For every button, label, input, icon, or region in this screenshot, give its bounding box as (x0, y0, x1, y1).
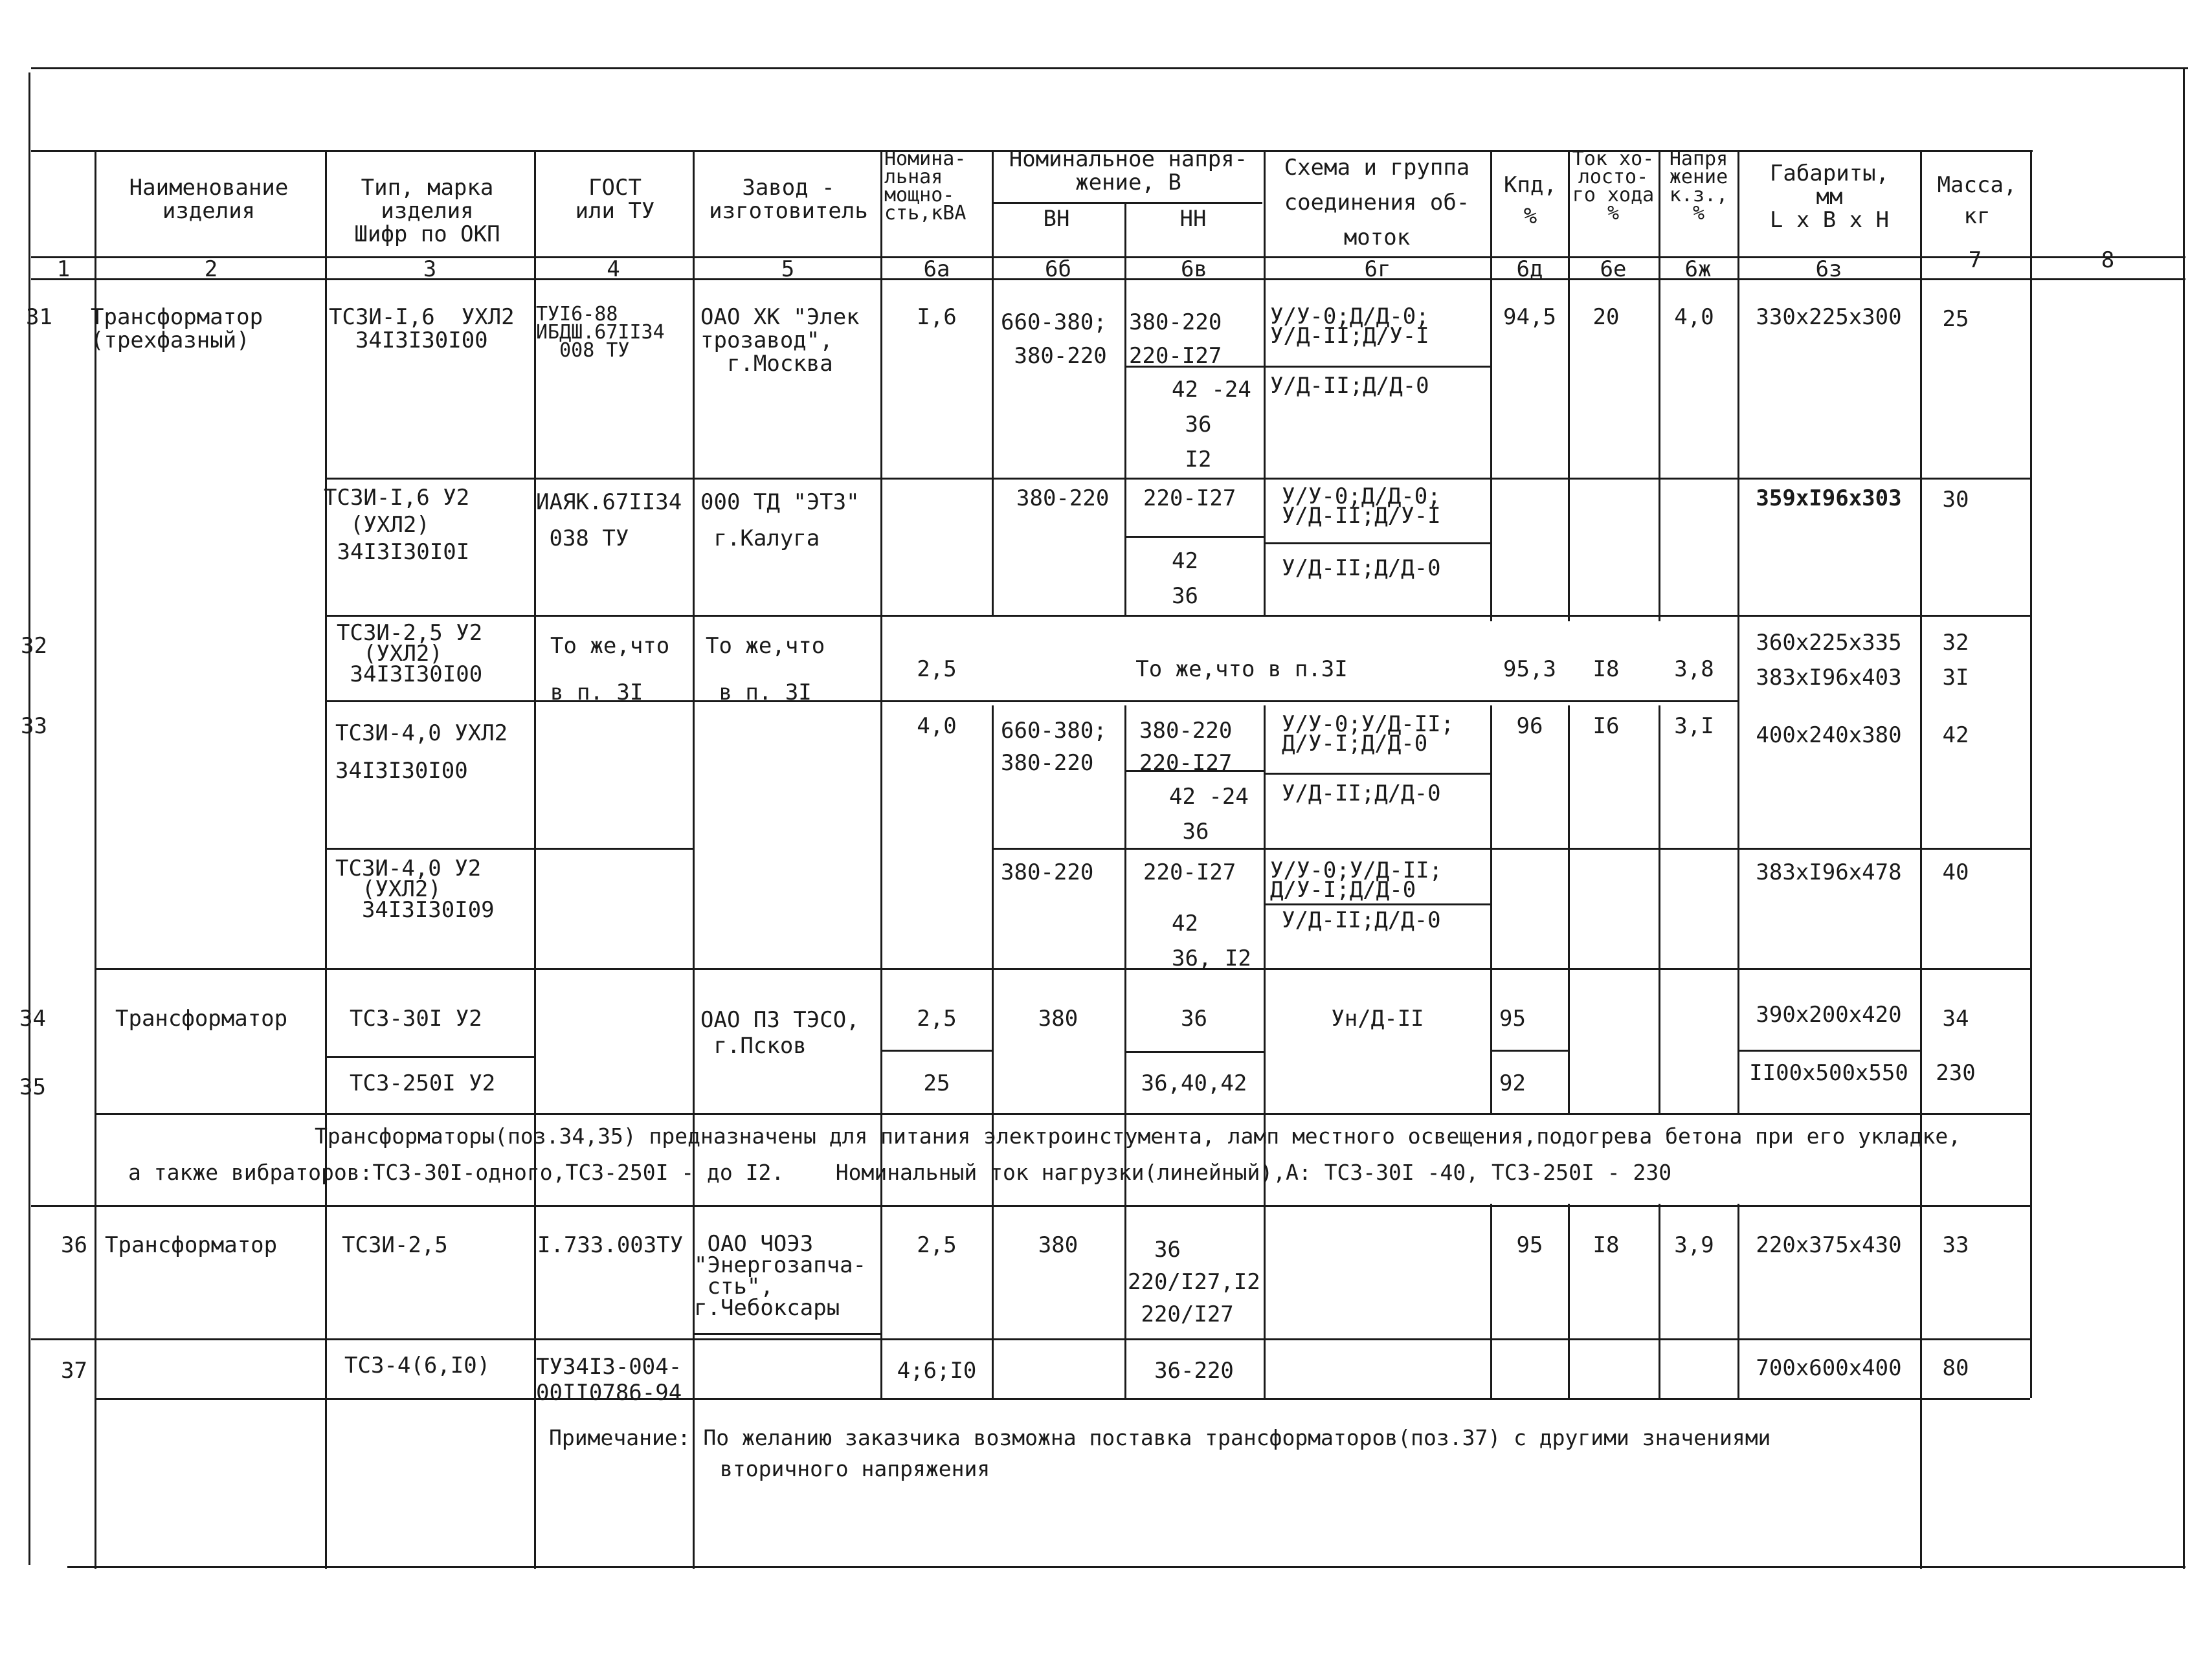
grid-line-v (1490, 705, 1492, 1113)
row33-power: 4,0 (917, 713, 957, 739)
row33-number: 33 (21, 713, 47, 739)
row34-vn: 380 (1038, 1006, 1078, 1032)
row31-scheme-3: У/У-0;Д/Д-0; У/Д-II;Д/У-I (1282, 483, 1441, 529)
row33-vn-2: 380-220 (1001, 859, 1094, 885)
grid-line-v (1659, 1204, 1660, 1398)
grid-line-v (1659, 705, 1660, 1113)
row33-type-1: ТСЗИ-4,0 УХЛ2 34I3I30I00 (335, 720, 508, 784)
colnum-3: 3 (423, 256, 437, 282)
row33-kpd: 96 (1516, 713, 1543, 739)
colnum-1: 1 (56, 256, 71, 282)
grid-line-h (1490, 1050, 1568, 1052)
colnum-6v: 6в (1181, 256, 1207, 282)
row33-type-2: ТСЗИ-4,0 У2 (УХЛ2) 34I3I30I09 (335, 856, 495, 923)
row32-type: ТСЗИ-2,5 У2 (УХЛ2) 34I3I30I00 (337, 620, 483, 687)
row31-type-1: ТСЗИ-I,6 УХЛ2 34I3I30I00 (329, 304, 515, 353)
row31-idle-current: 20 (1592, 304, 1620, 330)
row33-short-circuit: 3,I (1674, 713, 1714, 739)
grid-line-v (95, 150, 96, 1569)
row31-gost-2: ИАЯК.67II34 038 ТУ (536, 489, 682, 551)
row31-scheme-2: У/Д-II;Д/Д-0 (1270, 373, 1429, 399)
grid-line-v (880, 150, 882, 1398)
row36-idle-current: I8 (1592, 1232, 1620, 1258)
grid-line-h (325, 478, 2030, 480)
row33-dims-2: 383xI96x478 (1756, 859, 1902, 885)
row36-power: 2,5 (917, 1232, 957, 1258)
row33-scheme-1: У/У-0;У/Д-II; Д/У-I;Д/Д-0 (1282, 711, 1455, 757)
row31-nn-1: 380-220 220-I27 (1129, 309, 1222, 369)
row37-nn: 36-220 (1154, 1358, 1234, 1384)
row34-mass: 34 (1942, 1006, 1969, 1032)
row35-nn: 36,40,42 (1141, 1070, 1247, 1096)
note-poz-34-35-line-2: а также вибраторов:ТСЗ-30I-одного,ТСЗ-250I - до I2. Номинальный ток нагрузки(линейный),А: ТСЗ-30I -40, ТСЗ-250I - 230 (128, 1160, 1672, 1185)
row33-mass-2: 40 (1942, 859, 1969, 885)
row34-type: ТСЗ-30I У2 (350, 1006, 482, 1032)
row36-short-circuit: 3,9 (1674, 1232, 1714, 1258)
row32-kpd: 95,3 (1503, 656, 1556, 682)
row35-kpd: 92 (1499, 1070, 1526, 1096)
grid-line-h (95, 968, 2030, 970)
row32-number: 32 (21, 633, 47, 659)
row33-scheme-2: У/Д-II;Д/Д-0 (1282, 780, 1441, 806)
grid-line-v (2030, 150, 2032, 1398)
colnum-8: 8 (2101, 247, 2115, 273)
row32-short-circuit: 3,8 (1674, 656, 1714, 682)
grid-line-v (1568, 1204, 1570, 1398)
row33-mass-1: 42 (1942, 722, 1969, 748)
row37-dims: 700x600x400 (1756, 1355, 1902, 1381)
note-remark-line-2: вторичного напряжения (720, 1456, 990, 1481)
header-plant: Завод - изготовитель (709, 175, 868, 224)
row34-plant: ОАО ПЗ ТЭСО, г.Псков (700, 1007, 860, 1059)
row35-mass: 230 (1936, 1060, 1976, 1086)
row32-plant: То же,что в п. 3I (706, 633, 825, 705)
grid-line-h (31, 1338, 2030, 1340)
grid-line-v (1568, 705, 1570, 1113)
grid-line-h (992, 848, 2030, 850)
row31-scheme-1: У/У-0;Д/Д-0; У/Д-II;Д/У-I (1270, 304, 1429, 349)
grid-line-h (992, 202, 1262, 204)
row32-same-as: То же,что в п.3I (1135, 656, 1348, 682)
row36-nn: 36 220/I27,I2 220/I27 (1128, 1237, 1260, 1327)
row32-power: 2,5 (917, 656, 957, 682)
row37-power: 4;6;I0 (897, 1358, 977, 1384)
row31-mass-2: 30 (1942, 487, 1969, 513)
grid-line-h (1737, 1050, 1920, 1052)
colnum-6e: 6е (1600, 256, 1627, 282)
header-current: Ток хо- лосто- го хода % (1572, 148, 1655, 225)
row31-dims-1: 330x225x300 (1756, 304, 1902, 330)
row31-plant-1: ОАО ХК "Элек трозавод", г.Москва (700, 304, 860, 377)
row31-nn-4: 42 36 (1172, 548, 1198, 609)
row31-vn-2: 380-220 (1016, 485, 1110, 511)
row31-type-2: ТСЗИ-I,6 У2 (УХЛ2) 34I3I30I0I (324, 485, 470, 565)
row37-mass: 80 (1942, 1355, 1969, 1381)
header-type: Тип, марка изделия Шифр по ОКП (354, 175, 500, 247)
row32-gost: То же,что в п. 3I (550, 633, 670, 705)
grid-line-v (325, 150, 327, 1569)
row31-mass-1: 25 (1942, 306, 1969, 332)
grid-line-h (325, 848, 693, 850)
colnum-6z: 6з (1815, 256, 1842, 282)
row33-scheme-4: У/Д-II;Д/Д-0 (1282, 907, 1441, 933)
grid-line-h (880, 1050, 992, 1052)
row35-power: 25 (923, 1070, 950, 1096)
grid-line-v (1264, 705, 1266, 1398)
grid-line-v (28, 72, 30, 1565)
header-uk: Напря жение к.з., % (1669, 148, 1728, 225)
row31-dims-2: 359xI96x303 (1756, 485, 1902, 511)
row34-kpd: 95 (1499, 1006, 1526, 1032)
colnum-5: 5 (781, 256, 795, 282)
grid-line-h (1124, 1051, 1264, 1053)
grid-line-h (67, 1566, 2185, 1568)
row31-nn-3: 220-I27 (1143, 485, 1236, 511)
row35-dims: II00x500x550 (1749, 1060, 1908, 1086)
row35-type: ТСЗ-250I У2 (350, 1070, 496, 1096)
grid-line-h (1124, 536, 1264, 538)
row36-plant: ОАО ЧОЭЗ "Энергозапча- сть", г.Чебоксары (694, 1231, 867, 1321)
row36-name: Трансформатор (105, 1232, 278, 1258)
row36-mass: 33 (1942, 1232, 1969, 1258)
row31-number: 31 (26, 304, 52, 330)
header-nn: НН (1179, 206, 1207, 232)
grid-line-v (1490, 1204, 1492, 1398)
row36-kpd: 95 (1516, 1232, 1543, 1258)
row31-scheme-4: У/Д-II;Д/Д-0 (1282, 555, 1441, 581)
colnum-4: 4 (607, 256, 620, 282)
grid-line-h (95, 1113, 2030, 1115)
row37-type: ТСЗ-4(6,I0) (344, 1353, 491, 1378)
grid-line-h (31, 1205, 2030, 1207)
row37-number: 37 (61, 1358, 87, 1384)
row31-kpd: 94,5 (1503, 304, 1556, 330)
row36-gost: I.733.003ТУ (537, 1232, 684, 1258)
grid-line-h (1264, 366, 1490, 368)
row33-nn-1: 380-220 220-I27 (1139, 718, 1233, 776)
row33-idle-current: I6 (1592, 713, 1620, 739)
grid-line-h (95, 1398, 2030, 1400)
header-name: Наименование изделия (129, 175, 289, 224)
colnum-7: 7 (1968, 247, 1982, 273)
header-kpd: Кпд, % (1504, 172, 1557, 229)
row35-number: 35 (19, 1074, 46, 1100)
colnum-6b: 6б (1045, 256, 1071, 282)
row34-dims: 390x200x420 (1756, 1002, 1902, 1028)
row36-dims: 220x375x430 (1756, 1232, 1902, 1258)
grid-line-h (1264, 903, 1490, 905)
colnum-6zh: 6ж (1684, 256, 1712, 282)
row34-number: 34 (19, 1006, 46, 1032)
colnum-2: 2 (204, 256, 218, 282)
row34-nn: 36 (1181, 1006, 1207, 1032)
row32-mass: 32 3I (1942, 630, 1969, 691)
row33-dims-1: 400x240x380 (1756, 722, 1902, 748)
row32-dims: 360x225x335 383xI96x403 (1756, 630, 1902, 691)
row37-gost: ТУ34I3-004- 00II0786-94 (536, 1354, 682, 1406)
row36-vn: 380 (1038, 1232, 1078, 1258)
header-power: Номина- льная мощно- сть,кВА (884, 148, 966, 225)
row36-number: 36 (61, 1232, 87, 1258)
header-voltage: Номинальное напря- жение, В (1009, 146, 1248, 195)
row36-type: ТСЗИ-2,5 (342, 1232, 448, 1258)
row33-scheme-3: У/У-0;У/Д-II; Д/У-I;Д/Д-0 (1270, 858, 1443, 903)
colnum-6a: 6а (923, 256, 950, 282)
row31-plant-2: 000 ТД "ЭТЗ" г.Калуга (700, 489, 860, 551)
note-poz-34-35-line-1: Трансформаторы(поз.34,35) предназначены для питания электроинстумента, ламп местного освещения,подогрева бетона при его укладке, (315, 1123, 1961, 1149)
grid-line-h (325, 700, 1737, 702)
row34-name: Трансформатор (115, 1006, 288, 1032)
header-vn: ВН (1043, 206, 1070, 232)
header-gost: ГОСТ или ТУ (575, 175, 655, 224)
row31-power: I,6 (917, 304, 957, 330)
grid-line-v (992, 705, 994, 1398)
grid-line-h (325, 1056, 534, 1058)
note-remark-line-1: Примечание: По желанию заказчика возможна поставка трансформаторов(поз.37) с другими значениями (549, 1425, 1771, 1450)
row33-vn-1: 660-380; 380-220 (1001, 718, 1107, 776)
row31-vn-1: 660-380; 380-220 (1001, 309, 1107, 369)
row31-gost-1: ТУI6-88 ИБДШ.67II34 008 ТУ (536, 303, 665, 362)
row34-scheme: Ун/Д-II (1331, 1006, 1424, 1032)
row33-nn-2: 42 -24 36 (1169, 784, 1249, 845)
grid-line-h (1264, 773, 1490, 775)
colnum-6d: 6д (1516, 256, 1543, 282)
colnum-6g: 6г (1364, 256, 1391, 282)
row31-name: Трансформатор (трехфазный) (91, 304, 263, 353)
grid-line-h (1264, 542, 1490, 544)
header-scheme: Схема и группа соединения об- моток (1284, 155, 1470, 250)
row33-nn-3: 220-I27 (1143, 859, 1236, 885)
grid-line-h (693, 1333, 880, 1335)
row34-power: 2,5 (917, 1006, 957, 1032)
grid-line-h (325, 615, 2030, 617)
row31-short-circuit: 4,0 (1674, 304, 1714, 330)
row33-nn-4: 42 36, I2 (1172, 911, 1251, 971)
grid-line-v (2183, 67, 2185, 1569)
grid-line-h (31, 67, 2188, 69)
header-mass: Масса, кг (1937, 172, 2017, 229)
row32-idle-current: I8 (1592, 656, 1620, 682)
row31-nn-2: 42 -24 36 I2 (1172, 377, 1251, 472)
header-dims: Габариты, мм L x B x H (1769, 160, 1890, 233)
grid-line-v (693, 150, 695, 1569)
